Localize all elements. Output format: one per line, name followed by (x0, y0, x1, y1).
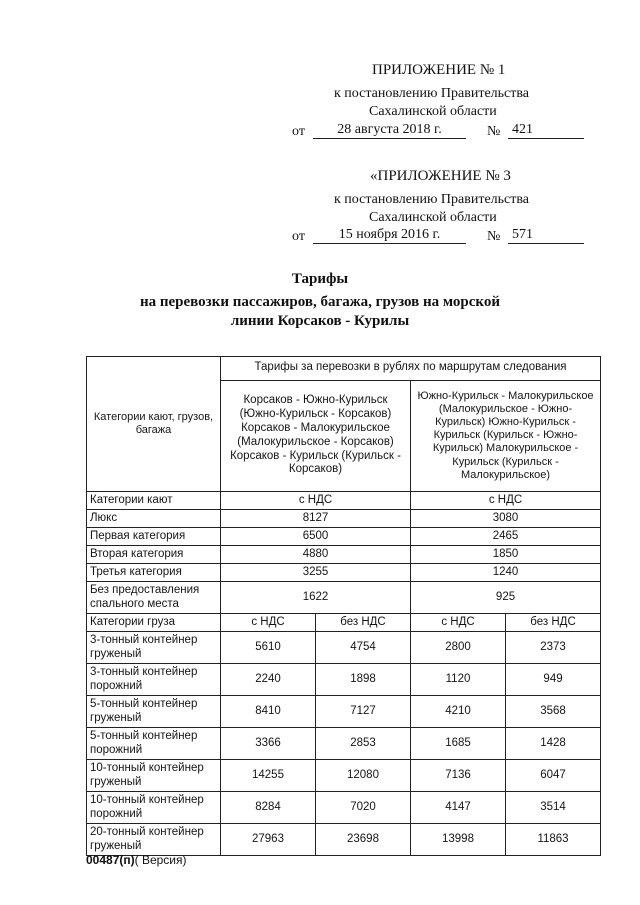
cabin-name: Вторая категория (87, 546, 221, 564)
cargo-price: 3568 (506, 696, 601, 728)
appendix3-number: 571 (508, 227, 584, 244)
cargo-price: 2853 (316, 728, 411, 760)
tariff-table (86, 356, 601, 856)
cargo-price: 4210 (411, 696, 506, 728)
cargo-row (87, 632, 601, 664)
cargo-price: 1120 (411, 664, 506, 696)
document-version: ( Версия) (134, 853, 187, 867)
document-footer (86, 853, 187, 867)
appendix3-date: 15 ноября 2016 г. (313, 227, 466, 244)
cabin-price-route2: 1240 (411, 564, 601, 582)
document-code: 00487(п) (86, 853, 135, 867)
cargo-vat-header: с НДС (411, 614, 506, 632)
tariffs-subtitle-2: линии Корсаков - Курилы (230, 313, 410, 329)
cargo-price: 7020 (316, 792, 411, 824)
tariffs-title: Тарифы (291, 271, 349, 287)
cabin-row (87, 582, 601, 614)
appendix1-no-label: № (487, 124, 501, 139)
cargo-price: 2373 (506, 632, 601, 664)
cargo-price: 1428 (506, 728, 601, 760)
cargo-price: 27963 (221, 824, 316, 856)
cargo-price: 3514 (506, 792, 601, 824)
cabin-row (87, 510, 601, 528)
cabin-name: Первая категория (87, 528, 221, 546)
appendix1-number: 421 (508, 122, 584, 139)
appendix3-line1: к постановлению Правительства (334, 192, 530, 207)
cargo-novat-header: без НДС (316, 614, 411, 632)
cargo-price: 3366 (221, 728, 316, 760)
cargo-price: 14255 (221, 760, 316, 792)
cargo-price: 2800 (411, 632, 506, 664)
cargo-price: 4147 (411, 792, 506, 824)
cargo-price: 8410 (221, 696, 316, 728)
cargo-name: 3-тонный контейнер порожний (87, 664, 221, 696)
cargo-price: 8284 (221, 792, 316, 824)
cabin-price-route2: 2465 (411, 528, 601, 546)
cargo-name: 5-тонный контейнер груженый (87, 696, 221, 728)
appendix3-no-label: № (487, 229, 501, 244)
cabin-categories-label: Категории кают (87, 492, 221, 510)
cargo-price: 13998 (411, 824, 506, 856)
cargo-name: 3-тонный контейнер груженый (87, 632, 221, 664)
cargo-price: 2240 (221, 664, 316, 696)
cabin-name: Третья категория (87, 564, 221, 582)
appendix3-line2: Сахалинской области (369, 210, 497, 225)
cabin-price-route1: 6500 (221, 528, 411, 546)
cargo-price: 11863 (506, 824, 601, 856)
cargo-name: 10-тонный контейнер груженый (87, 760, 221, 792)
cargo-price: 6047 (506, 760, 601, 792)
appendix1-from-label: от (292, 124, 305, 139)
appendix3-from-label: от (292, 229, 305, 244)
cargo-name: 10-тонный контейнер порожний (87, 792, 221, 824)
appendix1-line2: Сахалинской области (369, 104, 497, 119)
cabin-name: Без предоставления спального места (87, 582, 221, 614)
cargo-row (87, 728, 601, 760)
cargo-price: 5610 (221, 632, 316, 664)
cargo-row (87, 824, 601, 856)
cargo-price: 4754 (316, 632, 411, 664)
cargo-price: 23698 (316, 824, 411, 856)
cabin-vat-route1: с НДС (221, 492, 411, 510)
cabin-vat-route2: с НДС (411, 492, 601, 510)
cargo-price: 12080 (316, 760, 411, 792)
categories-header: Категории кают, грузов, багажа (87, 357, 221, 492)
cargo-categories-label: Категории груза (87, 614, 221, 632)
cargo-row (87, 792, 601, 824)
cargo-row (87, 664, 601, 696)
cabin-price-route2: 925 (411, 582, 601, 614)
cabin-price-route1: 4880 (221, 546, 411, 564)
cabin-price-route1: 8127 (221, 510, 411, 528)
cabin-row (87, 564, 601, 582)
cabin-price-route2: 3080 (411, 510, 601, 528)
route-2-header: Южно-Курильск - Малокурильское (Малокурильское - Южно-Курильск) Южно-Курильск - Курильск (Курильск - Южно-Курильск) Малокурильское - Курильск (Курильск - Малокурильское) (411, 380, 601, 491)
cargo-price: 7127 (316, 696, 411, 728)
cargo-price: 949 (506, 664, 601, 696)
appendix1-line1: к постановлению Правительства (334, 86, 530, 101)
cargo-name: 20-тонный контейнер груженый (87, 824, 221, 856)
cabin-row (87, 528, 601, 546)
cargo-price: 1685 (411, 728, 506, 760)
cabin-name: Люкс (87, 510, 221, 528)
tariffs-header: Тарифы за перевозки в рублях по маршрутам следования (221, 357, 601, 381)
route-1-header: Корсаков - Южно-Курильск (Южно-Курильск - Корсаков) Корсаков - Малокурильское (Малокурильское - Корсаков) Корсаков - Курильск (Курильск - Корсаков) (221, 380, 411, 491)
cabin-row (87, 546, 601, 564)
cabin-price-route2: 1850 (411, 546, 601, 564)
cargo-price: 1898 (316, 664, 411, 696)
appendix3-title: «ПРИЛОЖЕНИЕ № 3 (370, 168, 511, 184)
cargo-novat-header: без НДС (506, 614, 601, 632)
cargo-name: 5-тонный контейнер порожний (87, 728, 221, 760)
tariffs-subtitle-1: на перевозки пассажиров, багажа, грузов на морской (139, 294, 501, 310)
cargo-row (87, 696, 601, 728)
cargo-price: 7136 (411, 760, 506, 792)
appendix1-date: 28 августа 2018 г. (313, 122, 466, 139)
cargo-row (87, 760, 601, 792)
cargo-vat-header: с НДС (221, 614, 316, 632)
appendix1-title: ПРИЛОЖЕНИЕ № 1 (372, 62, 506, 78)
cabin-price-route1: 3255 (221, 564, 411, 582)
cabin-price-route1: 1622 (221, 582, 411, 614)
